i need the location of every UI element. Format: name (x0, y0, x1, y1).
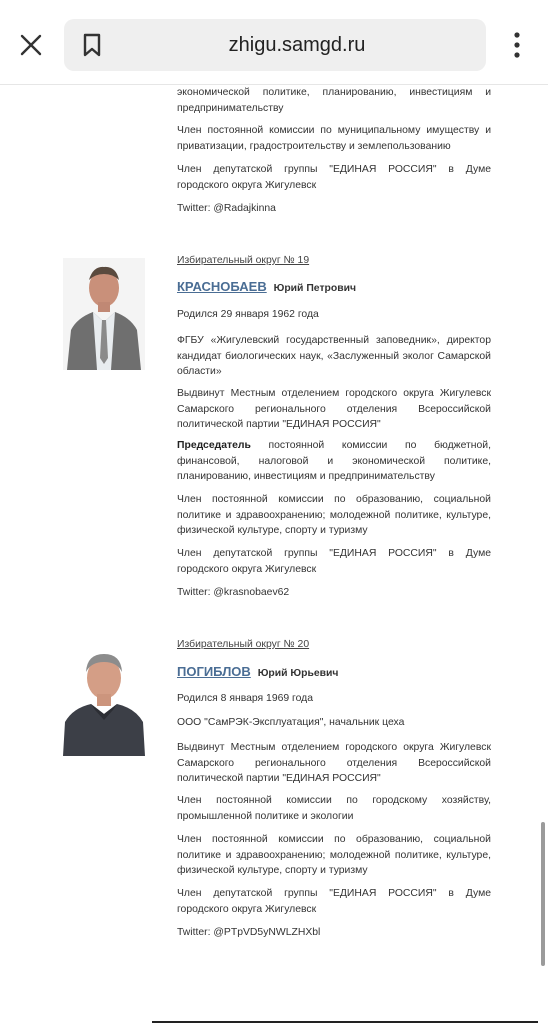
close-icon (20, 34, 42, 56)
bookmark-icon (83, 33, 101, 57)
member-group: Член депутатской группы "ЕДИНАЯ РОССИЯ" в Думе городского округа Жигулевск (177, 888, 491, 915)
member-given-names: Юрий Юрьевич (257, 668, 339, 679)
chair-label: Председатель (177, 440, 251, 451)
home-indicator (152, 1021, 538, 1023)
more-menu-button[interactable] (502, 26, 532, 64)
member-commission-city: Член постоянной комиссии по городскому хозяйству, промышленной политике и экологии (177, 795, 491, 822)
close-button[interactable] (14, 28, 48, 62)
member-twitter: Twitter: @PTpVD5yNWLZHXbl (177, 927, 321, 938)
district-label[interactable]: Избирательный округ № 20 (177, 639, 310, 650)
member-surname-link[interactable]: КРАСНОБАЕВ (177, 279, 267, 294)
member-group: Член депутатской группы "ЕДИНАЯ РОССИЯ" в Думе городского округа Жигулевск (177, 548, 491, 575)
scrollbar-thumb[interactable] (541, 822, 545, 966)
member-chair (177, 438, 491, 485)
more-vertical-icon (514, 32, 520, 58)
member-position: ФГБУ «Жигулевский государственный заповедник», директор кандидат биологических наук, «Заслуженный эколог Самарской области» (177, 335, 491, 377)
chair-text: постоянной комиссии по бюджетной, финансовой, налоговой и экономической политике, планированию, инвестициям и предпринимательству (177, 440, 491, 482)
member-nominated: Выдвинут Местным отделением городского округа Жигулевск Самарского регионального отделения Всероссийской политической партии "ЕДИНАЯ РОССИЯ" (177, 742, 491, 784)
address-bar[interactable] (64, 19, 486, 71)
url-text: zhigu.samgd.ru (228, 34, 366, 56)
member-twitter: Twitter: @krasnobaev62 (177, 587, 290, 598)
member-born: Родился 29 января 1962 года (177, 309, 319, 320)
prev-commission: Член постоянной комиссии по муниципальному имуществу и приватизации, градостроительству и землепользованию (177, 125, 491, 152)
member-photo-pogiblov (63, 644, 145, 756)
member-position: ООО "СамРЭК-Эксплуатация", начальник цеха (177, 717, 405, 728)
prev-group: Член депутатской группы "ЕДИНАЯ РОССИЯ" в Думе городского округа Жигулевск (177, 164, 491, 191)
page-content (0, 84, 548, 1024)
bookmark-button[interactable] (78, 31, 106, 59)
member-commission: Член постоянной комиссии по образованию, социальной политике и здравоохранению; молодежной политике, культуре, физической культуре, спорту и туризму (177, 834, 491, 876)
browser-toolbar (0, 0, 548, 85)
member-photo-krasnobaev (63, 258, 145, 370)
member-name (177, 664, 338, 679)
member-surname-link[interactable]: ПОГИБЛОВ (177, 664, 251, 679)
prev-commission-tail: экономической политике, планированию, инвестициям и предпринимательству (177, 87, 491, 114)
member-given-names: Юрий Петрович (273, 283, 357, 294)
member-name (177, 279, 356, 294)
district-label[interactable]: Избирательный округ № 19 (177, 255, 310, 266)
member-commission: Член постоянной комиссии по образованию, социальной политике и здравоохранению; молодежной политике, культуре, физической культуре, спорту и туризму (177, 494, 491, 536)
member-born: Родился 8 января 1969 года (177, 693, 314, 704)
prev-twitter: Twitter: @Radajkinna (177, 203, 276, 214)
member-nominated: Выдвинут Местным отделением городского округа Жигулевск Самарского регионального отделения Всероссийской политической партии "ЕДИНАЯ РОССИЯ" (177, 388, 491, 430)
